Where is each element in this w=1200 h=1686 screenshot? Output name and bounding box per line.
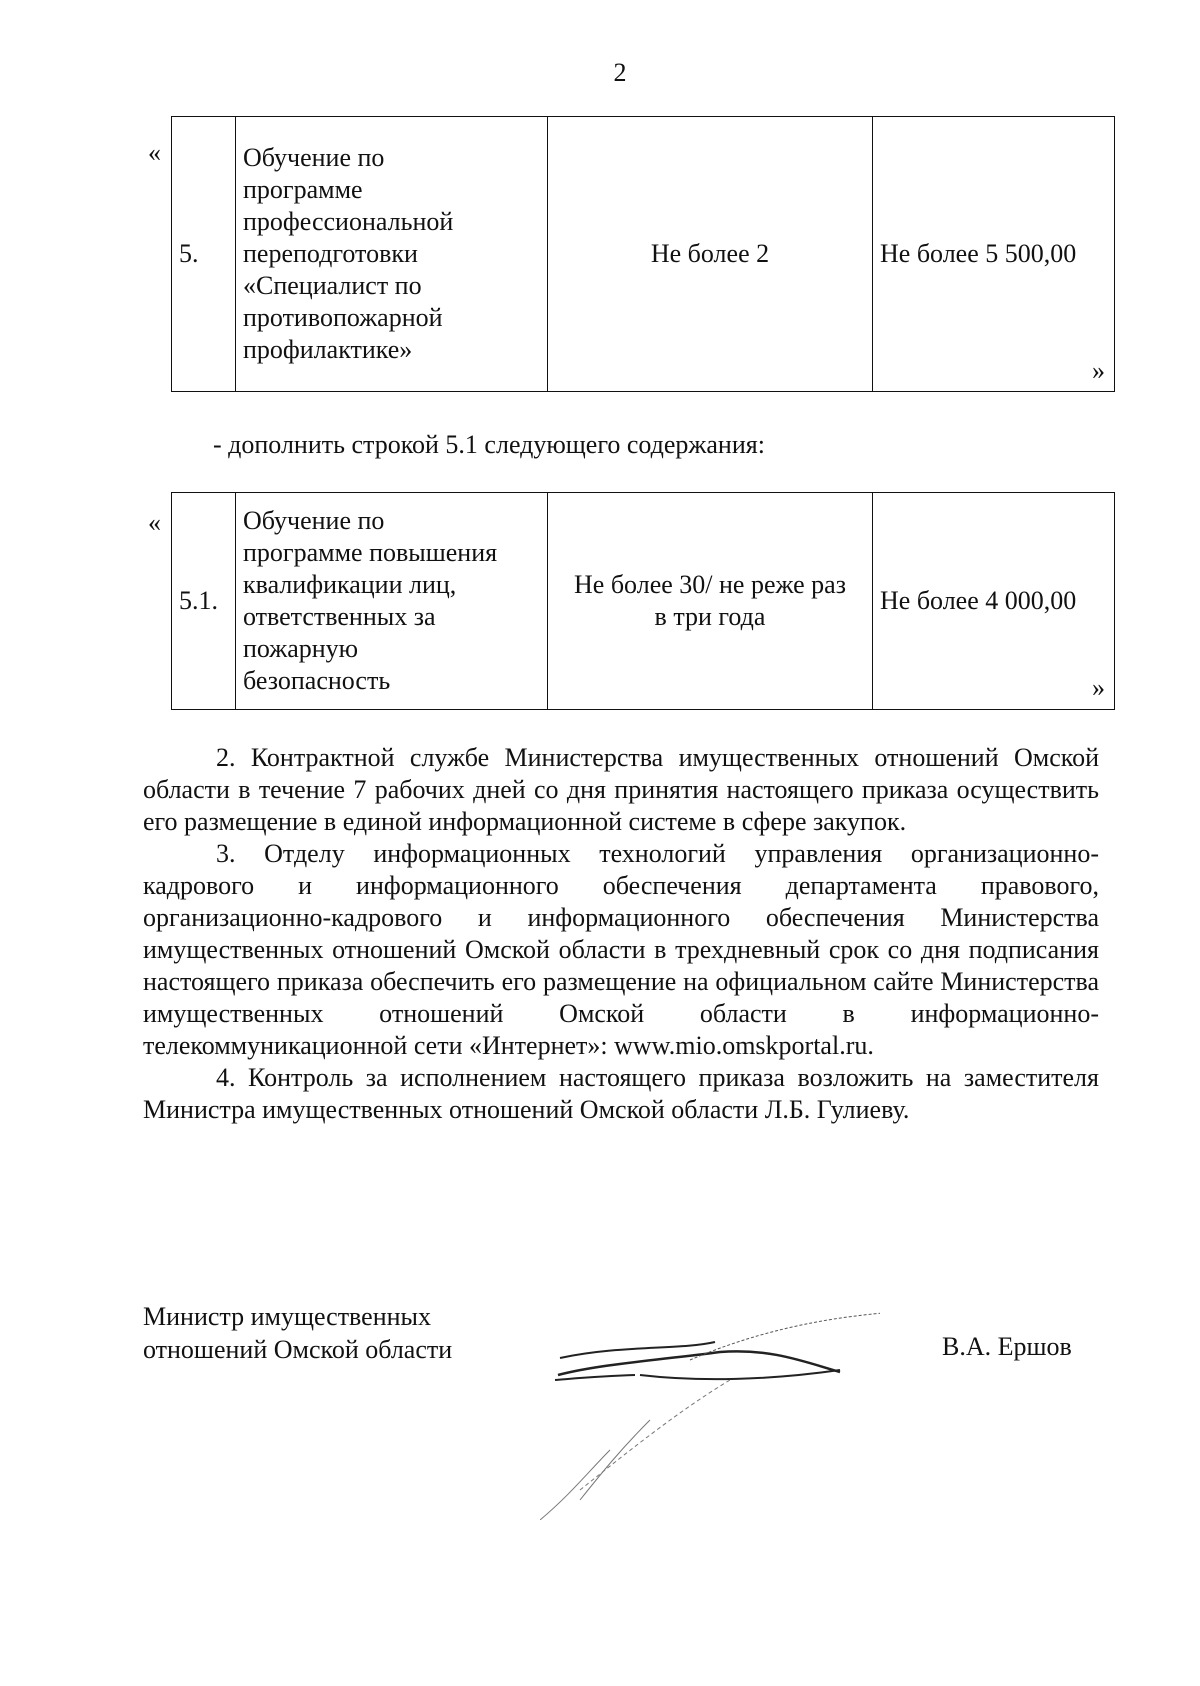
paragraph-4: 4. Контроль за исполнением настоящего приказа возложить на заместителя Министра имущественных отношений Омской области Л.Б. Гулиеву. xyxy=(143,1063,1099,1124)
table-row-5-1 xyxy=(171,492,1115,710)
training-name: Обучение по программе повышения квалификации лиц, ответственных за пожарную безопасность xyxy=(236,493,548,710)
paragraph-2: 2. Контрактной службе Министерства имущественных отношений Омской области в течение 7 рабочих дней со дня принятия настоящего приказа осуществить его размещение в единой информационной системе в сфере закупок. xyxy=(143,743,1099,836)
body-text xyxy=(143,742,1099,1126)
cost-cell: Не более 4 000,00 xyxy=(873,493,1115,710)
closing-quote: » xyxy=(1092,673,1105,702)
opening-quote: « xyxy=(148,138,161,167)
signatory-name: В.А. Ершов xyxy=(942,1332,1072,1361)
paragraph-3: 3. Отделу информационных технологий управления организационно-кадрового и информационного обеспечения департамента правового, организационно-кадрового и информационного обеспечения Министерства имущественных отношений Омской области в трехдневный срок со дня подписания настоящего приказа обеспечить его размещение на официальном сайте Министерства имущественных отношений Омской области в информационно-телекоммуникационной сети «Интернет»: www.mio.omskportal.ru. xyxy=(143,839,1099,1060)
signatory-position: Министр имущественных отношений Омской области xyxy=(143,1302,453,1364)
quantity-cell: Не более 2 xyxy=(548,117,873,392)
row-number: 5.1. xyxy=(172,493,236,710)
cost-cell: Не более 5 500,00 xyxy=(873,117,1115,392)
training-name: Обучение по программе профессиональной переподготовки «Специалист по противопожарной профилактике» xyxy=(236,117,548,392)
table-row-5 xyxy=(171,116,1115,392)
closing-quote: » xyxy=(1092,356,1105,385)
row-number: 5. xyxy=(172,117,236,392)
intro-line: - дополнить строкой 5.1 следующего содержания: xyxy=(213,430,765,459)
quantity-cell: Не более 30/ не реже раз в три года xyxy=(548,493,873,710)
handwritten-signature xyxy=(540,1290,880,1520)
page-number: 2 xyxy=(613,58,627,87)
opening-quote: « xyxy=(148,508,161,537)
